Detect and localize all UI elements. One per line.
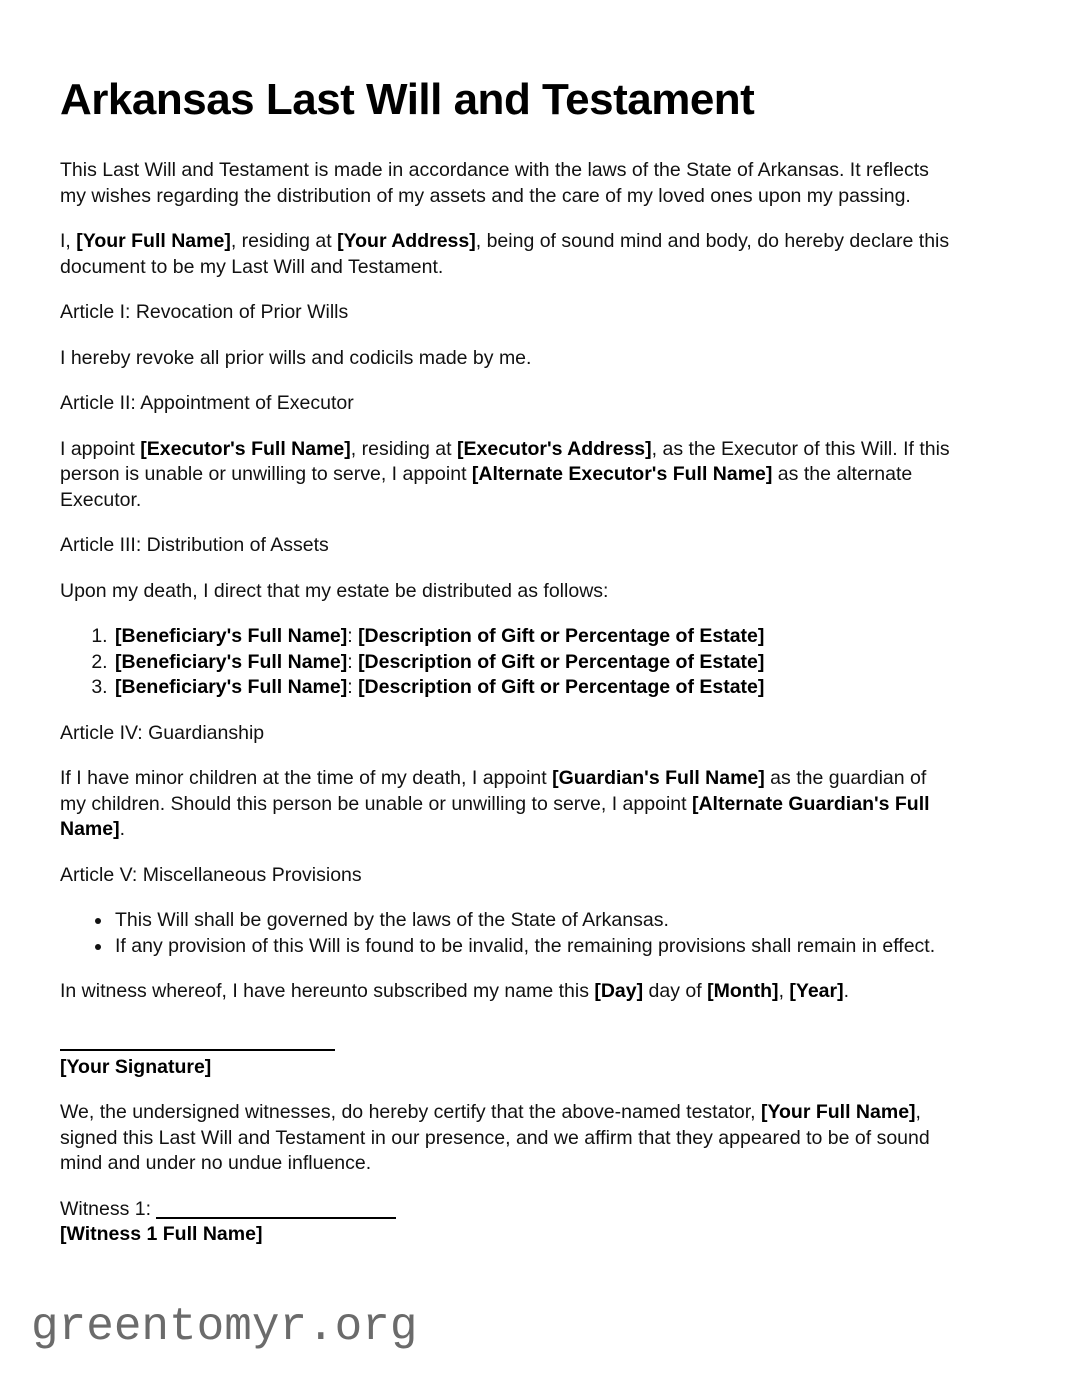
your-address-placeholder: [Your Address]: [337, 230, 476, 252]
article-2-heading: Article II: Appointment of Executor: [60, 392, 354, 414]
certification-text: , signed this Last Will and Testament in our presence, and we affirm that they appeared to be of sound mind and under no undue influence.: [60, 1101, 930, 1174]
intro-paragraph: This Last Will and Testament is made in accordance with the laws of the State of Arkansas. It reflects my wishes regarding the distribution of my assets and the care of my loved ones upon my passing.: [60, 159, 929, 207]
alternate-guardian-placeholder: [Alternate Guardian's Full Name]: [60, 792, 930, 840]
beneficiary-separator: :: [347, 650, 359, 673]
declaration-text: , being of sound mind and body, do hereby declare this document to be my Last Will and Testament.: [60, 230, 950, 278]
article-4-body: [60, 766, 952, 843]
guardianship-text: .: [119, 818, 126, 840]
page-title: Arkansas Last Will and Testament: [60, 75, 755, 124]
gift-description-placeholder: [Description of Gift or Percentage of Estate]: [358, 676, 765, 698]
gift-description-placeholder: [Description of Gift or Percentage of Estate]: [358, 650, 765, 673]
guardian-name-placeholder: [Guardian's Full Name]: [552, 767, 765, 789]
certification-paragraph: [60, 1100, 952, 1177]
article-2-body: [60, 437, 952, 514]
day-placeholder: [Day]: [594, 980, 644, 1002]
witness-clause-text: In witness whereof, I have hereunto subscribed my name this: [60, 980, 595, 1002]
executor-address-placeholder: [Executor's Address]: [457, 437, 652, 460]
witness-clause-text: .: [843, 980, 850, 1002]
article-3-body: Upon my death, I direct that my estate be distributed as follows:: [60, 579, 609, 602]
month-placeholder: [Month]: [707, 980, 779, 1002]
beneficiary-item: [113, 650, 952, 676]
testator-name-placeholder: [Your Full Name]: [760, 1101, 916, 1123]
watermark: greentomyr.org: [31, 1301, 418, 1353]
declaration-text: I,: [60, 230, 77, 252]
beneficiary-separator: :: [347, 676, 359, 698]
article-1-heading: Article I: Revocation of Prior Wills: [60, 301, 349, 323]
article-4-heading: Article IV: Guardianship: [60, 721, 265, 744]
executor-text: I appoint: [60, 437, 141, 460]
executor-text: , residing at: [350, 437, 457, 460]
provision-item: • This Will shall be governed by the laws of the State of Arkansas.: [113, 908, 952, 934]
witness1-signature-line: [156, 1197, 396, 1219]
beneficiary-separator: :: [347, 625, 359, 647]
article-5-heading: Article V: Miscellaneous Provisions: [60, 863, 362, 886]
provision-item: • If any provision of this Will is found to be invalid, the remaining provisions shall remain in effect.: [113, 934, 952, 960]
alternate-executor-placeholder: [Alternate Executor's Full Name]: [471, 463, 773, 485]
beneficiary-list: [60, 624, 952, 701]
beneficiary-name-placeholder: [Beneficiary's Full Name]: [115, 625, 348, 647]
executor-name-placeholder: [Executor's Full Name]: [140, 437, 351, 460]
executor-text: as the alternate Executor.: [60, 463, 913, 511]
beneficiary-item: [113, 624, 952, 650]
declaration-paragraph: [60, 229, 952, 280]
your-signature-placeholder: [Your Signature]: [60, 1055, 212, 1078]
witness1-name-placeholder: [Witness 1 Full Name]: [60, 1223, 263, 1245]
article-3-heading: Article III: Distribution of Assets: [60, 534, 329, 556]
beneficiary-item: [113, 675, 952, 701]
witness1-block: [60, 1197, 952, 1248]
your-full-name-placeholder: [Your Full Name]: [76, 230, 231, 252]
witness-clause-paragraph: [60, 979, 952, 1005]
year-placeholder: [Year]: [789, 980, 844, 1002]
beneficiary-name-placeholder: [Beneficiary's Full Name]: [115, 650, 348, 673]
provision-list: [60, 908, 952, 959]
guardianship-text: as the guardian of my children. Should this person be unable or unwilling to serve, I appoint: [60, 767, 927, 815]
beneficiary-name-placeholder: [Beneficiary's Full Name]: [115, 676, 348, 698]
witness1-label: Witness 1:: [60, 1197, 152, 1220]
declaration-text: , residing at: [230, 230, 338, 252]
article-1-body: I hereby revoke all prior wills and codicils made by me.: [60, 346, 532, 369]
testator-signature-line: [60, 1025, 335, 1051]
gift-description-placeholder: [Description of Gift or Percentage of Estate]: [358, 625, 765, 647]
executor-text: , as the Executor of this Will. If this person is unable or unwilling to serve, I appoint: [60, 437, 950, 485]
guardianship-text: If I have minor children at the time of my death, I appoint: [60, 767, 553, 789]
witness-clause-text: day of: [643, 980, 708, 1002]
witness-clause-text: ,: [778, 980, 790, 1002]
certification-text: We, the undersigned witnesses, do hereby certify that the above-named testator,: [60, 1101, 761, 1123]
